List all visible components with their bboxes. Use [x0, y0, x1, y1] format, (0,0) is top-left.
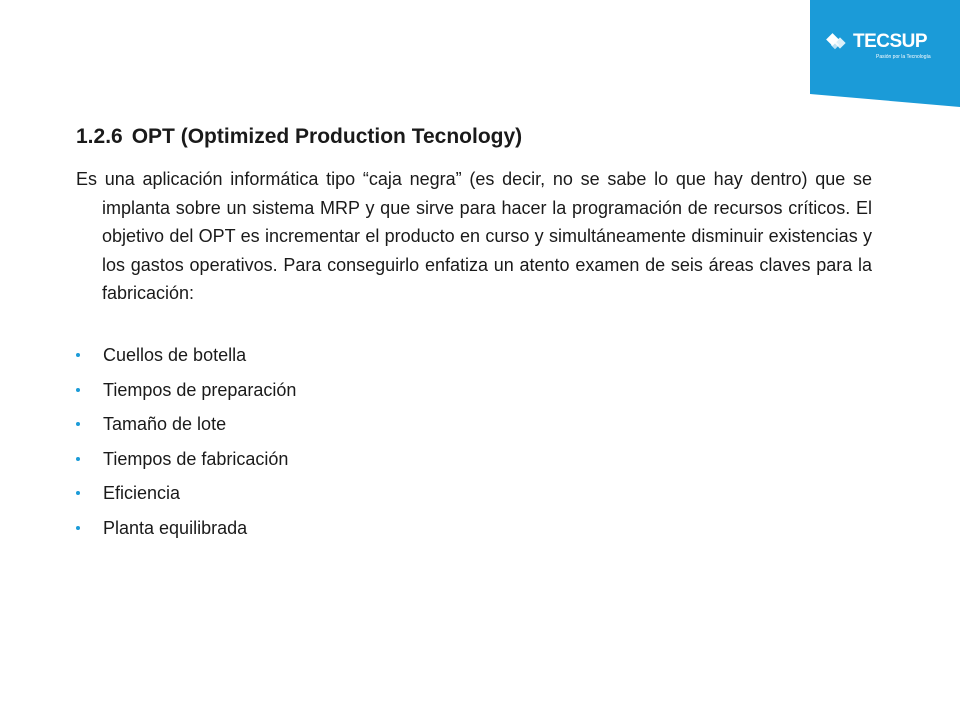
section-title: OPT (Optimized Production Tecnology) [131, 125, 523, 148]
list-item-label: Planta equilibrada [103, 517, 248, 538]
list-item-label: Tiempos de preparación [103, 379, 297, 400]
list-item [76, 480, 296, 515]
bullet-list [76, 342, 296, 550]
list-item [76, 411, 296, 446]
bullet-icon [76, 388, 80, 392]
list-item-label: Tiempos de fabricación [103, 448, 289, 469]
list-item-label: Eficiencia [103, 483, 181, 504]
logo-tagline: Pasión por la Tecnología [876, 54, 931, 60]
section-heading [76, 124, 522, 150]
body-paragraph: Es una aplicación informática tipo “caja negra” (es decir, no se sabe lo que hay dentro) que se implanta sobre un sistema MRP y que sirve para hacer la programación de recursos críticos. El objetivo del OPT es incrementar el producto en curso y simultáneamente disminuir existencias y los gastos operativos. Para conseguirlo enfatiza un atento examen de seis áreas claves para la fabricación: [76, 169, 872, 304]
section-number: 1.2.6 [76, 125, 123, 148]
logo-wordmark: TECSUP [853, 31, 928, 52]
list-item-label: Tamaño de lote [103, 414, 227, 435]
bullet-icon [76, 457, 80, 461]
list-item [76, 342, 296, 377]
list-item [76, 515, 296, 550]
bullet-icon [76, 422, 80, 426]
list-item-label: Cuellos de botella [103, 345, 247, 365]
bullet-icon [76, 526, 80, 530]
bullet-icon [76, 491, 80, 495]
list-item [76, 377, 296, 412]
list-item [76, 446, 296, 481]
bullet-icon [76, 353, 80, 357]
tecsup-logo-icon [826, 32, 852, 52]
